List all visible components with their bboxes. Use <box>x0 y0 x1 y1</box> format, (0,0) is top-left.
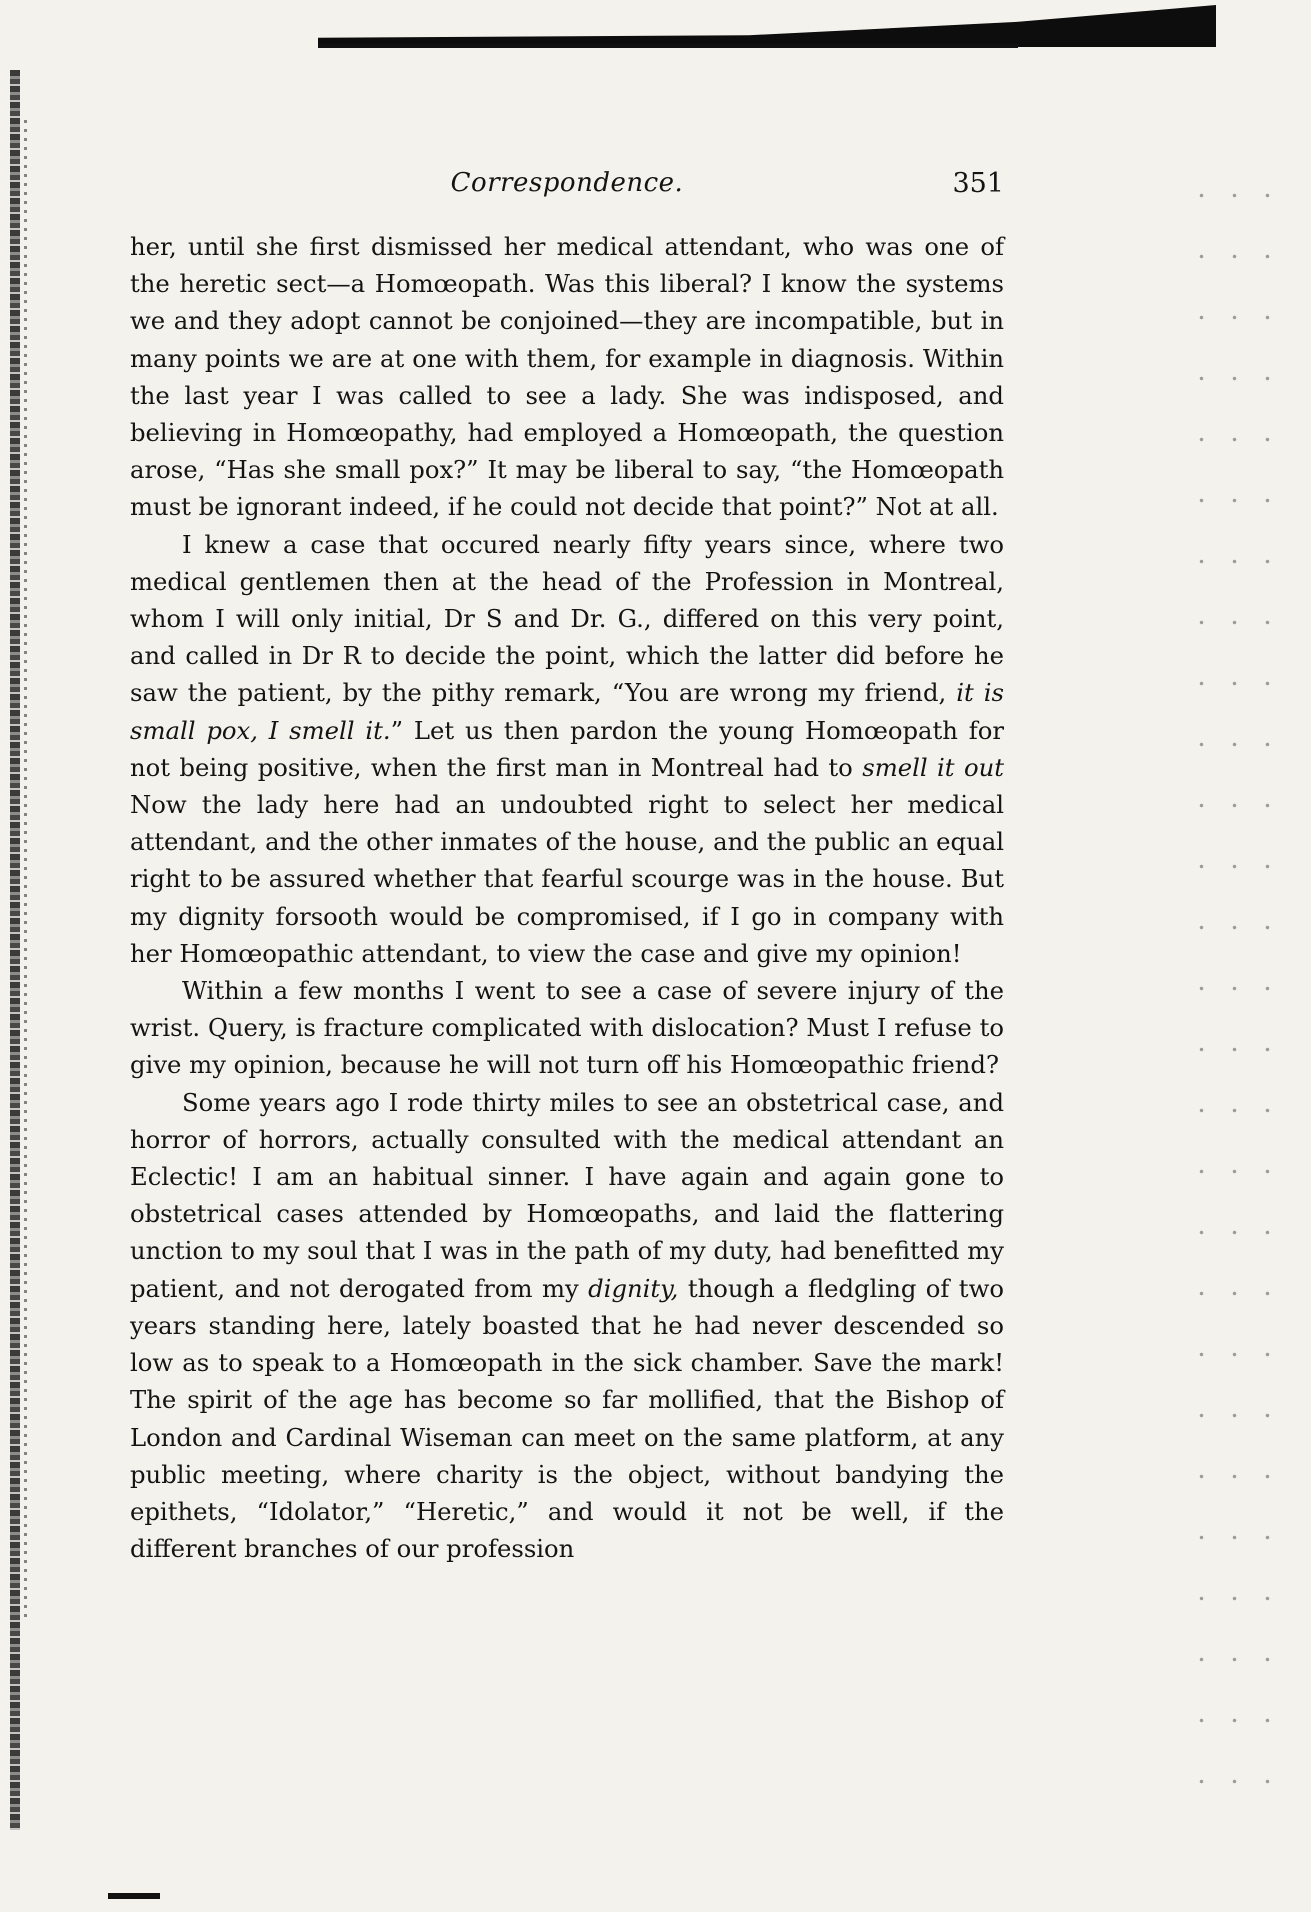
paragraph-4 <box>130 1084 1004 1568</box>
italic-run: it is small pox, I smell it. <box>130 678 1005 745</box>
scan-top-bar <box>318 5 1216 47</box>
margin-specks <box>1175 160 1295 1820</box>
body-text <box>130 228 1004 1567</box>
paragraph-3: Within a few months I went to see a case of severe injury of the wrist. Query, is fracture complicated with dislocation? Must I refuse to give my opinion, because he will not turn off his Homœopathic friend? <box>130 976 1004 1080</box>
binding-edge <box>10 70 20 1830</box>
page-number: 351 <box>952 168 1004 199</box>
binding-edge-dots <box>24 120 27 1620</box>
running-head: Correspondence. <box>450 168 684 198</box>
scan-top-rule <box>318 44 1018 48</box>
scan-bottom-mark <box>108 1893 160 1899</box>
italic-run: smell it out <box>862 752 1005 782</box>
text-run: I knew a case that occured nearly fifty years since, where two medical gentlemen then at the head of the Profession in Montreal, whom I will only initial, Dr S and Dr. G., differed on this very point, and called in Dr R to decide the point, which the latter did before he saw the patient, by the pithy remark, “You are wrong my friend, <box>130 529 1004 708</box>
italic-run: dignity, <box>588 1273 679 1303</box>
text-run: though a fledgling of two years standing here, lately boasted that he had never descended so low as to speak to a Homœopath in the sick chamber. Save the mark! The spirit of the age has become so far mollified, that the Bishop of London and Cardinal Wiseman can meet on the same platform, at any public meeting, where charity is the object, without bandying the epithets, “Idolator,” “Heretic,” and would it not be well, if the different branches of our profession <box>130 1273 1004 1564</box>
text-run: ” Let us then pardon the young Homœopath for not being positive, when the first man in Montreal had to <box>130 715 1004 782</box>
text-run: Now the lady here had an undoubted right to select her medical attendant, and the other inmates of the house, and the public an equal right to be assured whether that fearful scourge was in the house. But my dignity forsooth would be compromised, if I go in company with her Homœopathic attendant, to view the case and give my opinion! <box>130 790 1004 968</box>
text-run: Some years ago I rode thirty miles to see an obstetrical case, and horror of horrors, actually consulted with the medical attendant an Eclectic! I am an habitual sinner. I have again and again gone to obstetrical cases attended by Homœopaths, and laid the flattering unction to my soul that I was in the path of my duty, had benefitted my patient, and not derogated from my <box>130 1087 1004 1303</box>
page-header <box>130 168 1004 208</box>
paragraph-1: her, until she first dismissed her medical attendant, who was one of the heretic sect—a Homœopath. Was this liberal? I know the systems we and they adopt cannot be conjoined—they are incompatible, but in many points we are at one with them, for example in diagnosis. Within the last year I was called to see a lady. She was indisposed, and believing in Homœopathy, had employed a Homœopath, the question arose, “Has she small pox?” It may be liberal to say, “the Homœopath must be ignorant indeed, if he could not decide that point?” Not at all. <box>130 232 1004 522</box>
paragraph-2 <box>130 526 1004 972</box>
